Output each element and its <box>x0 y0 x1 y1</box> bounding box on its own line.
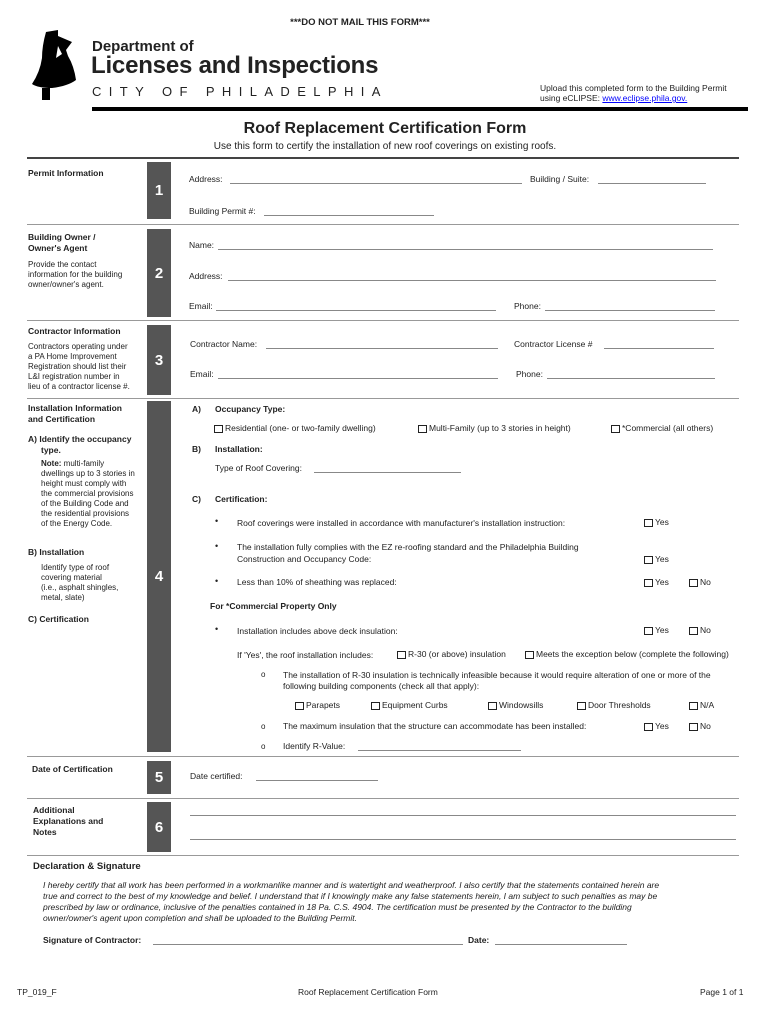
declaration-text-1: I hereby certify that all work has been performed in a workmanlike manner and is watertight and weatherproof. I also certify that the statements contained herein are <box>43 880 660 890</box>
s1-building-suite-field[interactable] <box>598 183 706 184</box>
s3-phone-field[interactable] <box>547 378 715 379</box>
door-thresholds-checkbox[interactable] <box>577 702 586 710</box>
cert-2-yes: Yes <box>644 554 669 565</box>
sub-1-text-a: The installation of R-30 insulation is technically infeasible because it would require alteration of one or more of the <box>283 670 711 680</box>
parapets-option: Parapets <box>295 700 340 711</box>
cert-2-yes-checkbox[interactable] <box>644 556 653 564</box>
sub-bullet: o <box>261 722 266 731</box>
upload-text: Upload this completed form to the Building Permit <box>540 83 727 93</box>
s4-note-1: multi-family <box>61 459 105 468</box>
cert-4-yes-checkbox[interactable] <box>644 627 653 635</box>
s4-c-label: C) Certification <box>28 614 89 624</box>
bullet: • <box>215 576 219 586</box>
sub-2-text: The maximum insulation that the structure can accommodate has been installed: <box>283 721 587 731</box>
roof-type-label: Type of Roof Covering: <box>215 463 302 473</box>
s1-number: 1 <box>147 162 171 219</box>
form-subtitle: Use this form to certify the installation of new roof coverings on existing roofs. <box>213 141 557 152</box>
declaration-text-2: true and correct to the best of my knowledge and belief. I understand that if I knowingly make any false statements herein, I am subject to such penalties as may be <box>43 891 658 901</box>
door-thresholds-option: Door Thresholds <box>577 700 651 711</box>
r30-option: R-30 (or above) insulation <box>397 649 506 660</box>
s4-note-2: dwellings up to 3 stories in <box>41 469 135 478</box>
bullet: • <box>215 541 219 551</box>
equipment-curbs-checkbox[interactable] <box>371 702 380 710</box>
declaration-title: Declaration & Signature <box>33 861 141 872</box>
s3-number: 3 <box>147 325 171 395</box>
s2-email-label: Email: <box>189 301 213 311</box>
s2-note-3: owner/owner's agent. <box>28 280 104 289</box>
s4-note-7: of the Energy Code. <box>41 519 113 528</box>
s1-address-label: Address: <box>189 174 223 184</box>
dept-line2: Licenses and Inspections <box>91 52 379 79</box>
s4-b-head: B) <box>192 444 201 454</box>
sub-2-no: No <box>689 721 711 732</box>
s6-label-3: Notes <box>33 827 57 837</box>
s4-note-5: of the Building Code and <box>41 499 129 508</box>
s4-b-note-2: covering material <box>41 573 102 582</box>
s2-email-field[interactable] <box>216 310 496 311</box>
multifamily-checkbox[interactable] <box>418 425 427 433</box>
s2-label-2: Owner's Agent <box>28 243 88 253</box>
date-label: Date: <box>468 935 490 945</box>
s2-address-label: Address: <box>189 271 223 281</box>
bullet: • <box>215 624 219 634</box>
occupancy-multifamily: Multi-Family (up to 3 stories in height) <box>418 423 571 434</box>
r30-checkbox[interactable] <box>397 651 406 659</box>
sub-1-text-b: following building components (check all that apply): <box>283 681 480 691</box>
declaration-text-4: owner/owner's agent upon completion and shall be uploaded to the Building Permit. <box>43 913 357 923</box>
s3-label: Contractor Information <box>28 326 121 336</box>
if-yes-text: If 'Yes', the roof installation includes: <box>237 650 374 660</box>
s6-label-2: Explanations and <box>33 816 104 826</box>
s6-number: 6 <box>147 802 171 852</box>
sub-2-yes: Yes <box>644 721 669 732</box>
cert-4-yes: Yes <box>644 625 669 636</box>
cert-3-text: Less than 10% of sheathing was replaced: <box>237 577 397 587</box>
s2-note-2: information for the building <box>28 270 123 279</box>
s4-b-note-1: Identify type of roof <box>41 563 110 572</box>
sub-2-no-checkbox[interactable] <box>689 723 698 731</box>
s3-license-label: Contractor License # <box>514 339 593 349</box>
residential-checkbox[interactable] <box>214 425 223 433</box>
s1-address-field[interactable] <box>230 183 522 184</box>
exception-checkbox[interactable] <box>525 651 534 659</box>
s4-b-note-3: (i.e., asphalt shingles, <box>41 583 119 592</box>
cert-1-text: Roof coverings were installed in accordance with manufacturer's installation instruction: <box>237 518 566 528</box>
sub-bullet: o <box>261 670 266 679</box>
s3-note-2: a PA Home Improvement <box>28 352 117 361</box>
notes-line-2[interactable] <box>190 839 736 840</box>
s4-number: 4 <box>147 401 171 752</box>
s4-note-3: height must comply with <box>41 479 127 488</box>
s4-note-bold: Note: <box>41 459 62 468</box>
footer-form-id: TP_019_F <box>17 987 57 997</box>
signature-field[interactable] <box>153 944 463 945</box>
divider <box>27 756 739 757</box>
header-rule <box>92 107 748 111</box>
s4-a-title: Occupancy Type: <box>215 404 286 414</box>
date-certified-field[interactable] <box>256 780 378 781</box>
s4-label-1: Installation Information <box>28 403 122 413</box>
cert-4-no: No <box>689 625 711 636</box>
s3-email-field[interactable] <box>218 378 498 379</box>
date-field[interactable] <box>495 944 627 945</box>
cert-1-yes: Yes <box>644 517 669 528</box>
divider <box>27 855 739 856</box>
r-value-field[interactable] <box>358 750 521 751</box>
dept-line3: CITY OF PHILADELPHIA <box>92 84 388 99</box>
s2-name-label: Name: <box>189 240 215 250</box>
s1-label: Permit Information <box>28 168 104 178</box>
s4-label-2: and Certification <box>28 414 96 424</box>
s1-permit-field[interactable] <box>264 215 434 216</box>
commercial-checkbox[interactable] <box>611 425 620 433</box>
windowsills-option: Windowsills <box>488 700 543 711</box>
s4-note-4: the commercial provisions <box>41 489 134 498</box>
roof-type-field[interactable] <box>314 472 461 473</box>
commercial-heading: For *Commercial Property Only <box>210 601 337 611</box>
cert-3-yes-checkbox[interactable] <box>644 579 653 587</box>
s4-b-label: B) Installation <box>28 547 85 557</box>
s2-number: 2 <box>147 229 171 317</box>
s4-b-note-4: metal, slate) <box>41 593 85 602</box>
s4-b-title: Installation: <box>215 444 263 454</box>
s4-c-head: C) <box>192 494 201 504</box>
bullet: • <box>215 516 219 526</box>
footer-form-name: Roof Replacement Certification Form <box>298 987 438 997</box>
s4-a-label-2: type. <box>41 445 61 455</box>
s3-contractor-name-field[interactable] <box>266 348 498 349</box>
s2-phone-field[interactable] <box>545 310 715 311</box>
s5-number: 5 <box>147 761 171 794</box>
na-option: N/A <box>689 700 714 711</box>
equipment-curbs-option: Equipment Curbs <box>371 700 448 711</box>
s2-phone-label: Phone: <box>514 301 541 311</box>
footer-page: Page 1 of 1 <box>700 987 744 997</box>
s5-label: Date of Certification <box>32 764 113 774</box>
cert-3-yes: Yes <box>644 577 669 588</box>
occupancy-commercial: *Commercial (all others) <box>611 423 713 434</box>
s2-name-field[interactable] <box>218 249 713 250</box>
cert-1-yes-checkbox[interactable] <box>644 519 653 527</box>
s2-address-field[interactable] <box>228 280 716 281</box>
cert-3-no-checkbox[interactable] <box>689 579 698 587</box>
occupancy-residential: Residential (one- or two-family dwelling) <box>214 423 376 434</box>
signature-label: Signature of Contractor: <box>43 935 142 945</box>
windowsills-checkbox[interactable] <box>488 702 497 710</box>
liberty-bell-logo <box>28 28 88 102</box>
s4-c-title: Certification: <box>215 494 268 504</box>
date-certified-label: Date certified: <box>190 771 243 781</box>
notes-line-1[interactable] <box>190 815 736 816</box>
s4-a-label-1: A) Identify the occupancy <box>28 434 132 444</box>
sub-2-yes-checkbox[interactable] <box>644 723 653 731</box>
s3-note-3: Registration should list their <box>28 362 127 371</box>
cert-3-no: No <box>689 577 711 588</box>
cert-2-text-b: Construction and Occupancy Code: <box>237 554 372 564</box>
divider <box>27 798 739 799</box>
divider <box>27 224 739 225</box>
divider <box>27 320 739 321</box>
declaration-text-3: prescribed by law or ordinance, inclusive of the penalties contained in 18 Pa. C.S. 4904. The certification must be presented by the Contractor to the building <box>43 902 632 912</box>
s6-label-1: Additional <box>33 805 75 815</box>
s3-note-4: L&I registration number in <box>28 372 120 381</box>
parapets-checkbox[interactable] <box>295 702 304 710</box>
do-not-mail-notice: ***DO NOT MAIL THIS FORM*** <box>290 17 430 28</box>
form-title: Roof Replacement Certification Form <box>243 120 527 137</box>
na-checkbox[interactable] <box>689 702 698 710</box>
s4-note-6: the residential provisions <box>41 509 130 518</box>
cert-2-text-a: The installation fully complies with the EZ re-roofing standard and the Philadelphia Building <box>237 542 579 552</box>
s1-permit-label: Building Permit #: <box>189 206 256 216</box>
s3-email-label: Email: <box>190 369 214 379</box>
divider <box>27 398 739 399</box>
upload-text-2: using eCLIPSE: www.eclipse.phila.gov. <box>540 93 688 103</box>
r-value-label: Identify R-Value: <box>283 741 346 751</box>
sub-bullet: o <box>261 742 266 751</box>
s3-phone-label: Phone: <box>516 369 543 379</box>
s3-contractor-name-label: Contractor Name: <box>190 339 258 349</box>
cert-4-no-checkbox[interactable] <box>689 627 698 635</box>
title-rule <box>27 157 739 159</box>
s3-note-5: lieu of a contractor license #. <box>28 382 130 391</box>
cert-4-text: Installation includes above deck insulation: <box>237 626 398 636</box>
s2-label-1: Building Owner / <box>28 232 96 242</box>
s1-building-suite-label: Building / Suite: <box>530 174 590 184</box>
exception-option: Meets the exception below (complete the following) <box>525 649 729 660</box>
s2-note-1: Provide the contact <box>28 260 97 269</box>
s3-note-1: Contractors operating under <box>28 342 128 351</box>
eclipse-link[interactable]: www.eclipse.phila.gov. <box>602 93 688 103</box>
s3-license-field[interactable] <box>604 348 714 349</box>
dept-line1: Department of <box>92 38 194 55</box>
s4-a-head: A) <box>192 404 201 414</box>
